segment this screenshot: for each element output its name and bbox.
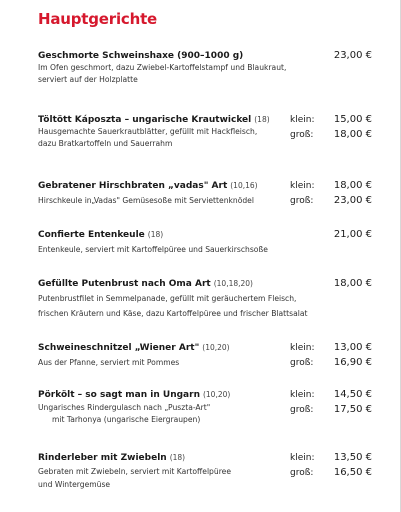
dish-description: dazu Bratkartoffeln und Sauerrahm [38,139,173,148]
size-label-small: klein: [290,390,315,400]
allergen-codes: (10,20) [202,343,230,352]
dish-name: Gefüllte Putenbrust nach Oma Art (10,18,20) [38,279,253,289]
dish-name: Geschmorte Schweinshaxe (900–1000 g) [38,51,244,61]
dish-price: 23,00 € [333,50,372,61]
size-label-large: groß: [290,468,314,478]
price-small: 14,50 € [333,389,372,400]
dish-rinderleber [38,452,372,491]
size-label-small: klein: [290,453,315,463]
size-label-small: klein: [290,115,315,125]
dish-toltott-kaposzta [38,114,372,150]
price-large: 17,50 € [333,404,372,415]
price-small: 15,00 € [333,114,372,125]
dish-description: Ungarisches Rindergulasch nach „Puszta-Art" [38,403,211,412]
dish-name: Pörkölt – so sagt man in Ungarn (10,20) [38,390,231,400]
price-small: 13,00 € [333,342,372,353]
dish-schweinshaxe [38,50,372,86]
size-label-large: groß: [290,358,314,368]
dish-schweineschnitzel [38,342,372,369]
dish-description: Gebraten mit Zwiebeln, serviert mit Kartoffelpüree [38,467,231,476]
allergen-codes: (10,16) [230,181,258,190]
size-label-large: groß: [290,405,314,415]
allergen-codes: (18) [147,230,164,239]
dish-price: 21,00 € [333,229,372,240]
dish-description: Im Ofen geschmort, dazu Zwiebel-Kartoffelstampf und Blaukraut, [38,63,287,72]
allergen-codes: (18) [169,453,186,462]
section-title: Hauptgerichte [38,10,158,28]
allergen-codes: (18) [254,115,270,124]
dish-description: Entenkeule, serviert mit Kartoffelpüree und Sauerkirschsoße [38,245,268,254]
dish-hirschbraten [38,180,372,207]
price-small: 18,00 € [333,180,372,191]
allergen-codes: (10,18,20) [213,279,253,288]
dish-description: und Wintergemüse [38,480,111,489]
size-label-large: groß: [290,130,314,140]
dish-description: serviert auf der Holzplatte [38,75,138,84]
dish-price: 18,00 € [333,278,372,289]
dish-name: Confierte Entenkeule (18) [38,230,164,240]
allergen-codes: (10,20) [202,390,231,399]
price-small: 13,50 € [333,452,372,463]
dish-description: Putenbrustfilet in Semmelpanade, gefüllt mit geräuchertem Fleisch, [38,294,297,303]
size-label-small: klein: [290,181,315,191]
price-large: 23,00 € [333,195,372,206]
dish-description: Aus der Pfanne, serviert mit Pommes [38,358,180,367]
size-label-small: klein: [290,343,315,353]
size-label-large: groß: [290,196,314,206]
price-large: 16,90 € [333,357,372,368]
dish-name: Töltött Káposzta – ungarische Krautwickel (18) [38,115,270,125]
dish-description: frischen Kräutern und Käse, dazu Kartoffelpüree und frischer Blattsalat [38,309,308,318]
price-large: 18,00 € [333,129,372,140]
dish-putenbrust [38,278,372,320]
dish-name: Rinderleber mit Zwiebeln (18) [38,453,186,463]
dish-porkolt [38,389,372,426]
dish-description: Hirschkeule in„Vadas" Gemüsesoße mit Serviettenknödel [38,196,254,205]
dish-description: mit Tarhonya (ungarische Eiergraupen) [52,415,201,424]
dish-entenkeule [38,229,372,256]
price-large: 16,50 € [333,467,372,478]
dish-name: Gebratener Hirschbraten „vadas" Art (10,16) [38,181,258,191]
dish-name: Schweineschnitzel „Wiener Art" (10,20) [38,343,230,353]
dish-description: Hausgemachte Sauerkrautblätter, gefüllt mit Hackfleisch, [38,127,258,136]
